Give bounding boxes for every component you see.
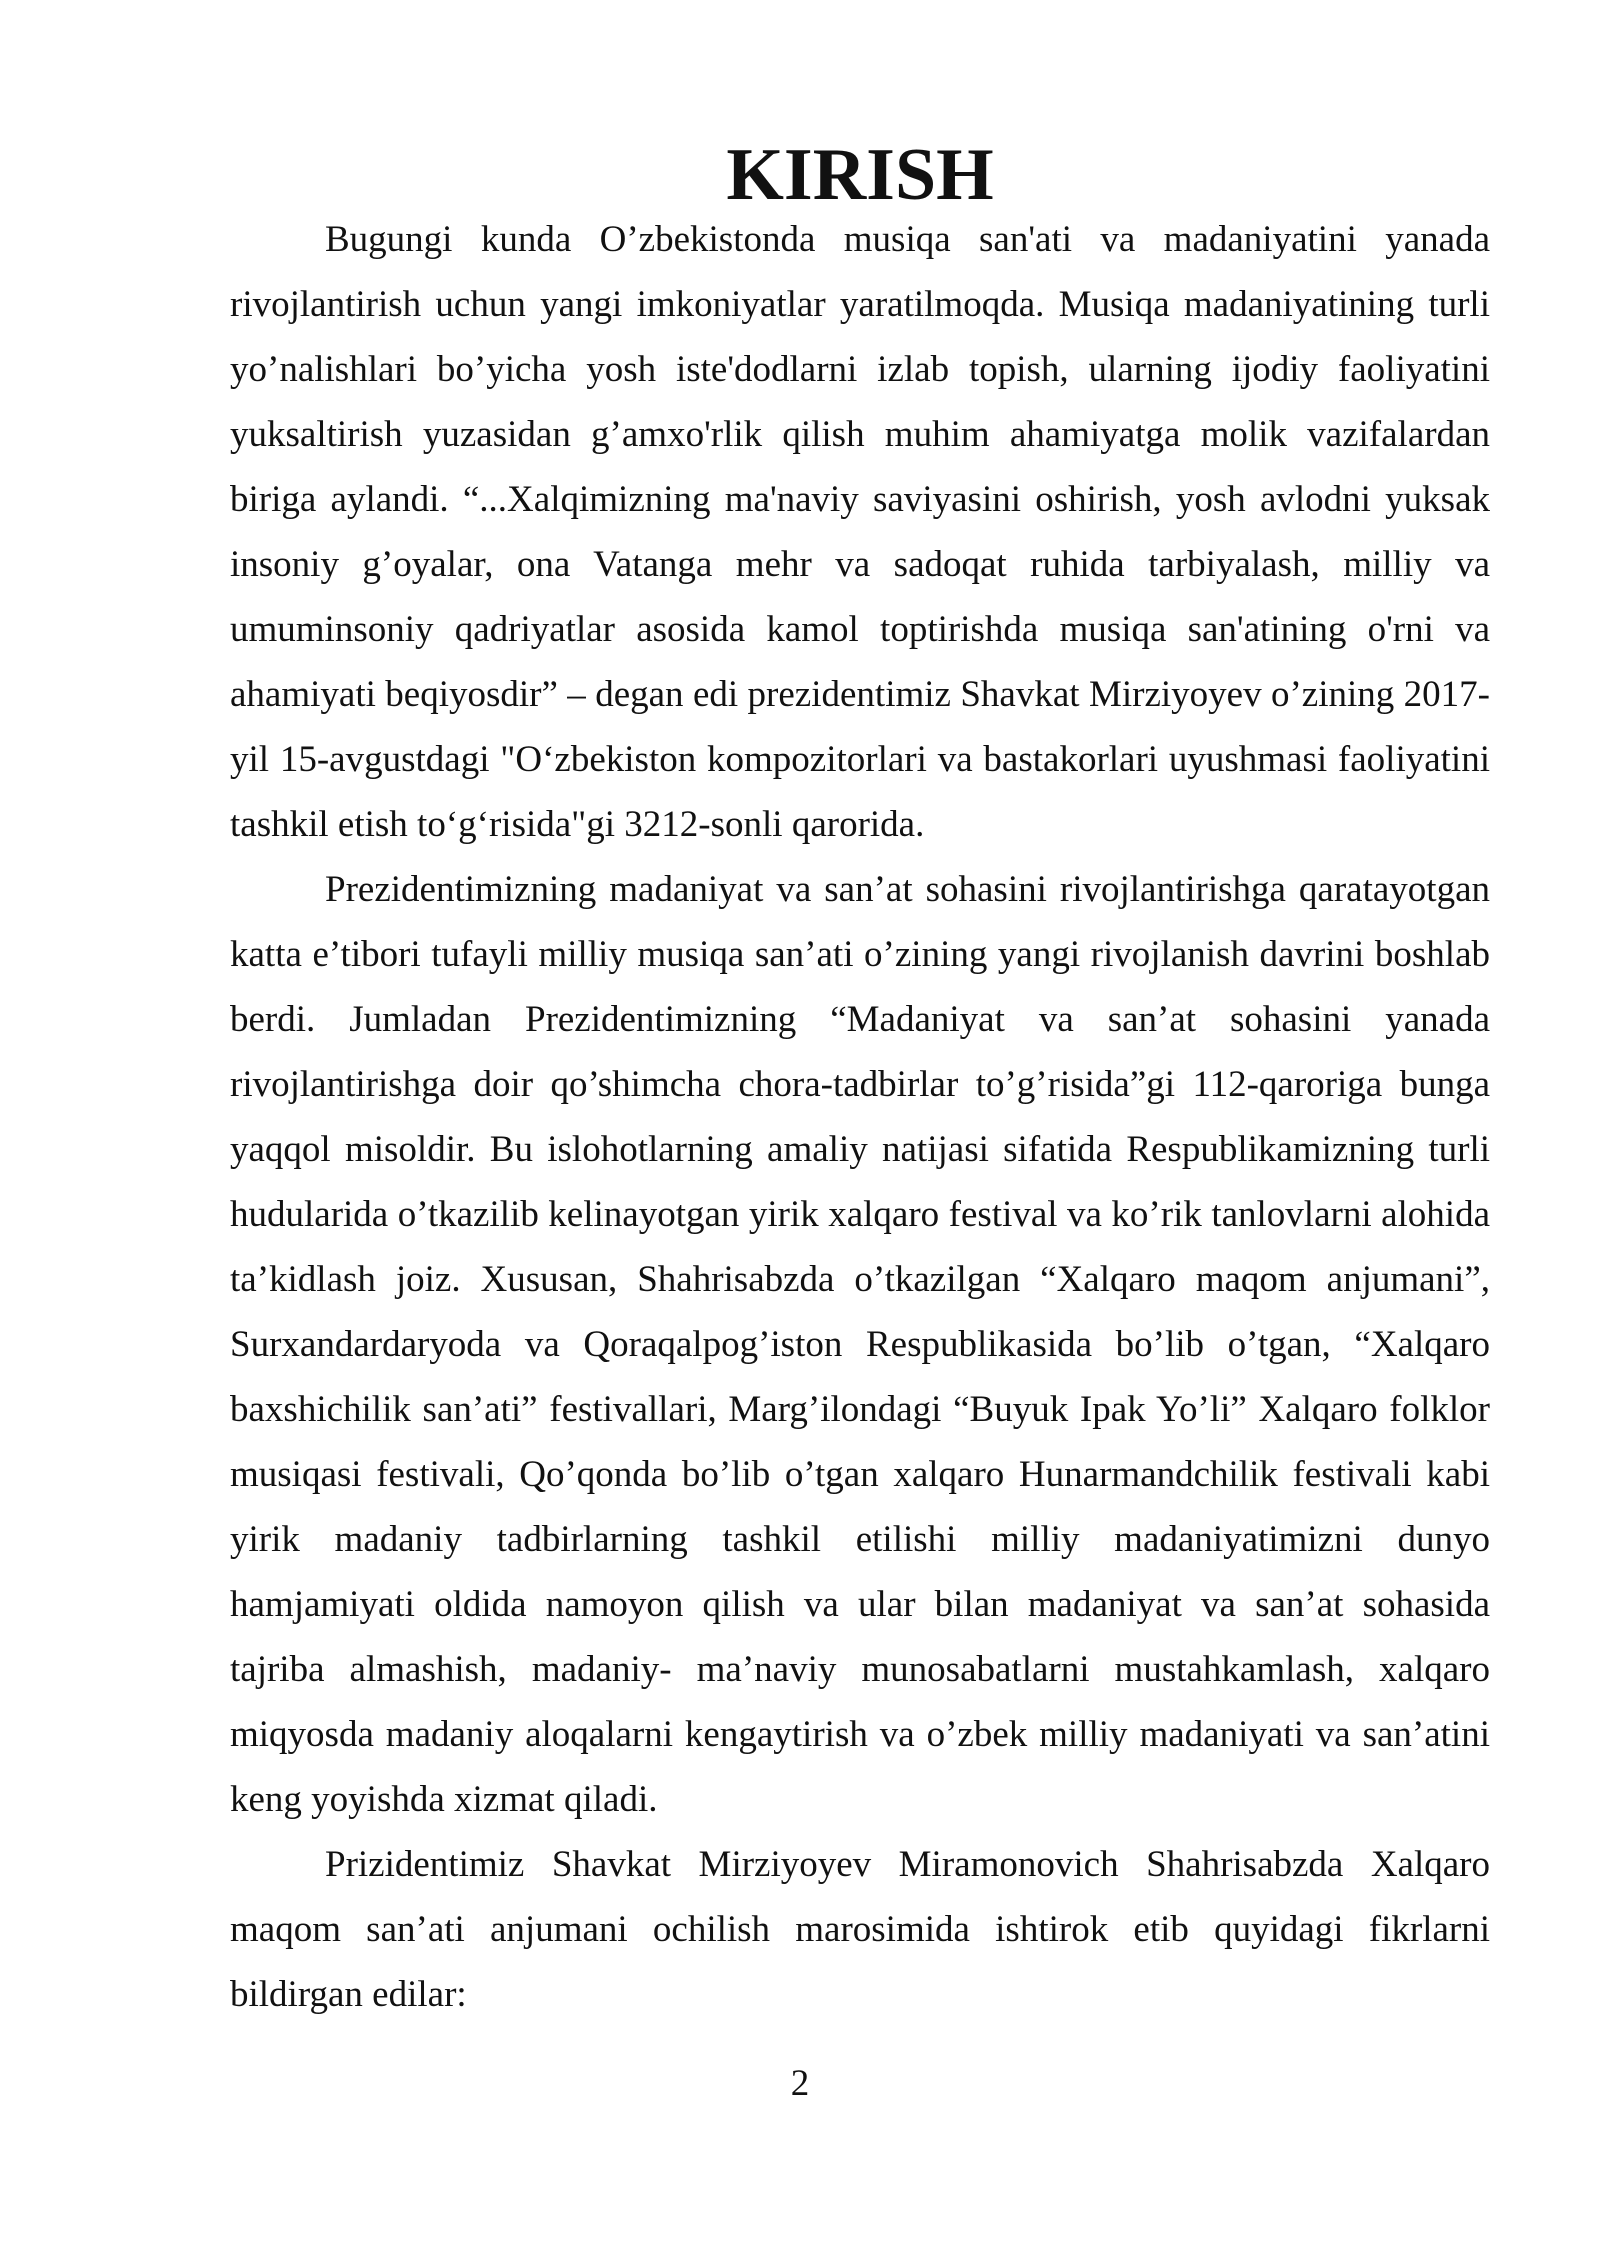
paragraph-intro: Bugungi kunda O’zbekistonda musiqa san'ati va madaniyatini yanada rivojlantirish uchun yangi imkoniyatlar yaratilmoqda. Musiqa madaniyatining turli yo’nalishlari bo’yicha yosh iste'dodlarni izlab topish, ularning ijodiy faoliyatini yuksaltirish yuzasidan g’amxo'rlik qilish muhim ahamiyatga molik vazifalardan biriga aylandi. “...Xalqimizning ma'naviy saviyasini oshirish, yosh avlodni yuksak insoniy g’oyalar, ona Vatanga mehr va sadoqat ruhida tarbiyalash, milliy va umuminsoniy qadriyatlar asosida kamol toptirishda musiqa san'atining o'rni va ahamiyati beqiyosdir” – degan edi prezidentimiz Shavkat Mirziyoyev o’zining 2017-yil 15-avgustdagi "O‘zbekiston kompozitorlari va bastakorlari uyushmasi faoliyatini tashkil etish to‘g‘risida"gi 3212-sonli qarorida. bbox=[230, 219, 1490, 845]
page-number: 2 bbox=[790, 2063, 810, 2104]
document-page bbox=[230, 134, 1490, 2027]
paragraph-reforms: Prezidentimizning madaniyat va san’at sohasini rivojlantirishga qaratayotgan katta e’tibori tufayli milliy musiqa san’ati o’zining yangi rivojlanish davrini boshlab berdi. Jumladan Prezidentimizning “Madaniyat va san’at sohasini yanada rivojlantirishga doir qo’shimcha chora-tadbirlar to’g’risida”gi 112-qaroriga bunga yaqqol misoldir. Bu islohotlarning amaliy natijasi sifatida Respublikamizning turli hudularida o’tkazilib kelinayotgan yirik xalqaro festival va ko’rik tanlovlarni alohida ta’kidlash joiz. Xususan, Shahrisabzda o’tkazilgan “Xalqaro maqom anjumani”, Surxandardaryoda va Qoraqalpog’iston Respublikasida bo’lib o’tgan, “Xalqaro baxshichilik san’ati” festivallari, Marg’ilondagi “Buyuk Ipak Yo’li” Xalqaro folklor musiqasi festivali, Qo’qonda bo’lib o’tgan xalqaro Hunarmandchilik festivali kabi yirik madaniy tadbirlarning tashkil etilishi milliy madaniyatimizni dunyo hamjamiyati oldida namoyon qilish va ular bilan madaniyat va san’at sohasida tajriba almashish, madaniy- ma’naviy munosabatlarni mustahkamlash, xalqaro miqyosda madaniy aloqalarni kengaytirish va o’zbek milliy madaniyati va san’atini keng yoyishda xizmat qiladi. bbox=[230, 869, 1490, 1820]
paragraph-president-quote-intro: Prizidentimiz Shavkat Mirziyoyev Miramonovich Shahrisabzda Xalqaro maqom san’ati anjumani ochilish marosimida ishtirok etib quyidagi fikrlarni bildirgan edilar: bbox=[230, 1844, 1490, 2015]
document-title: KIRISH bbox=[726, 134, 994, 216]
